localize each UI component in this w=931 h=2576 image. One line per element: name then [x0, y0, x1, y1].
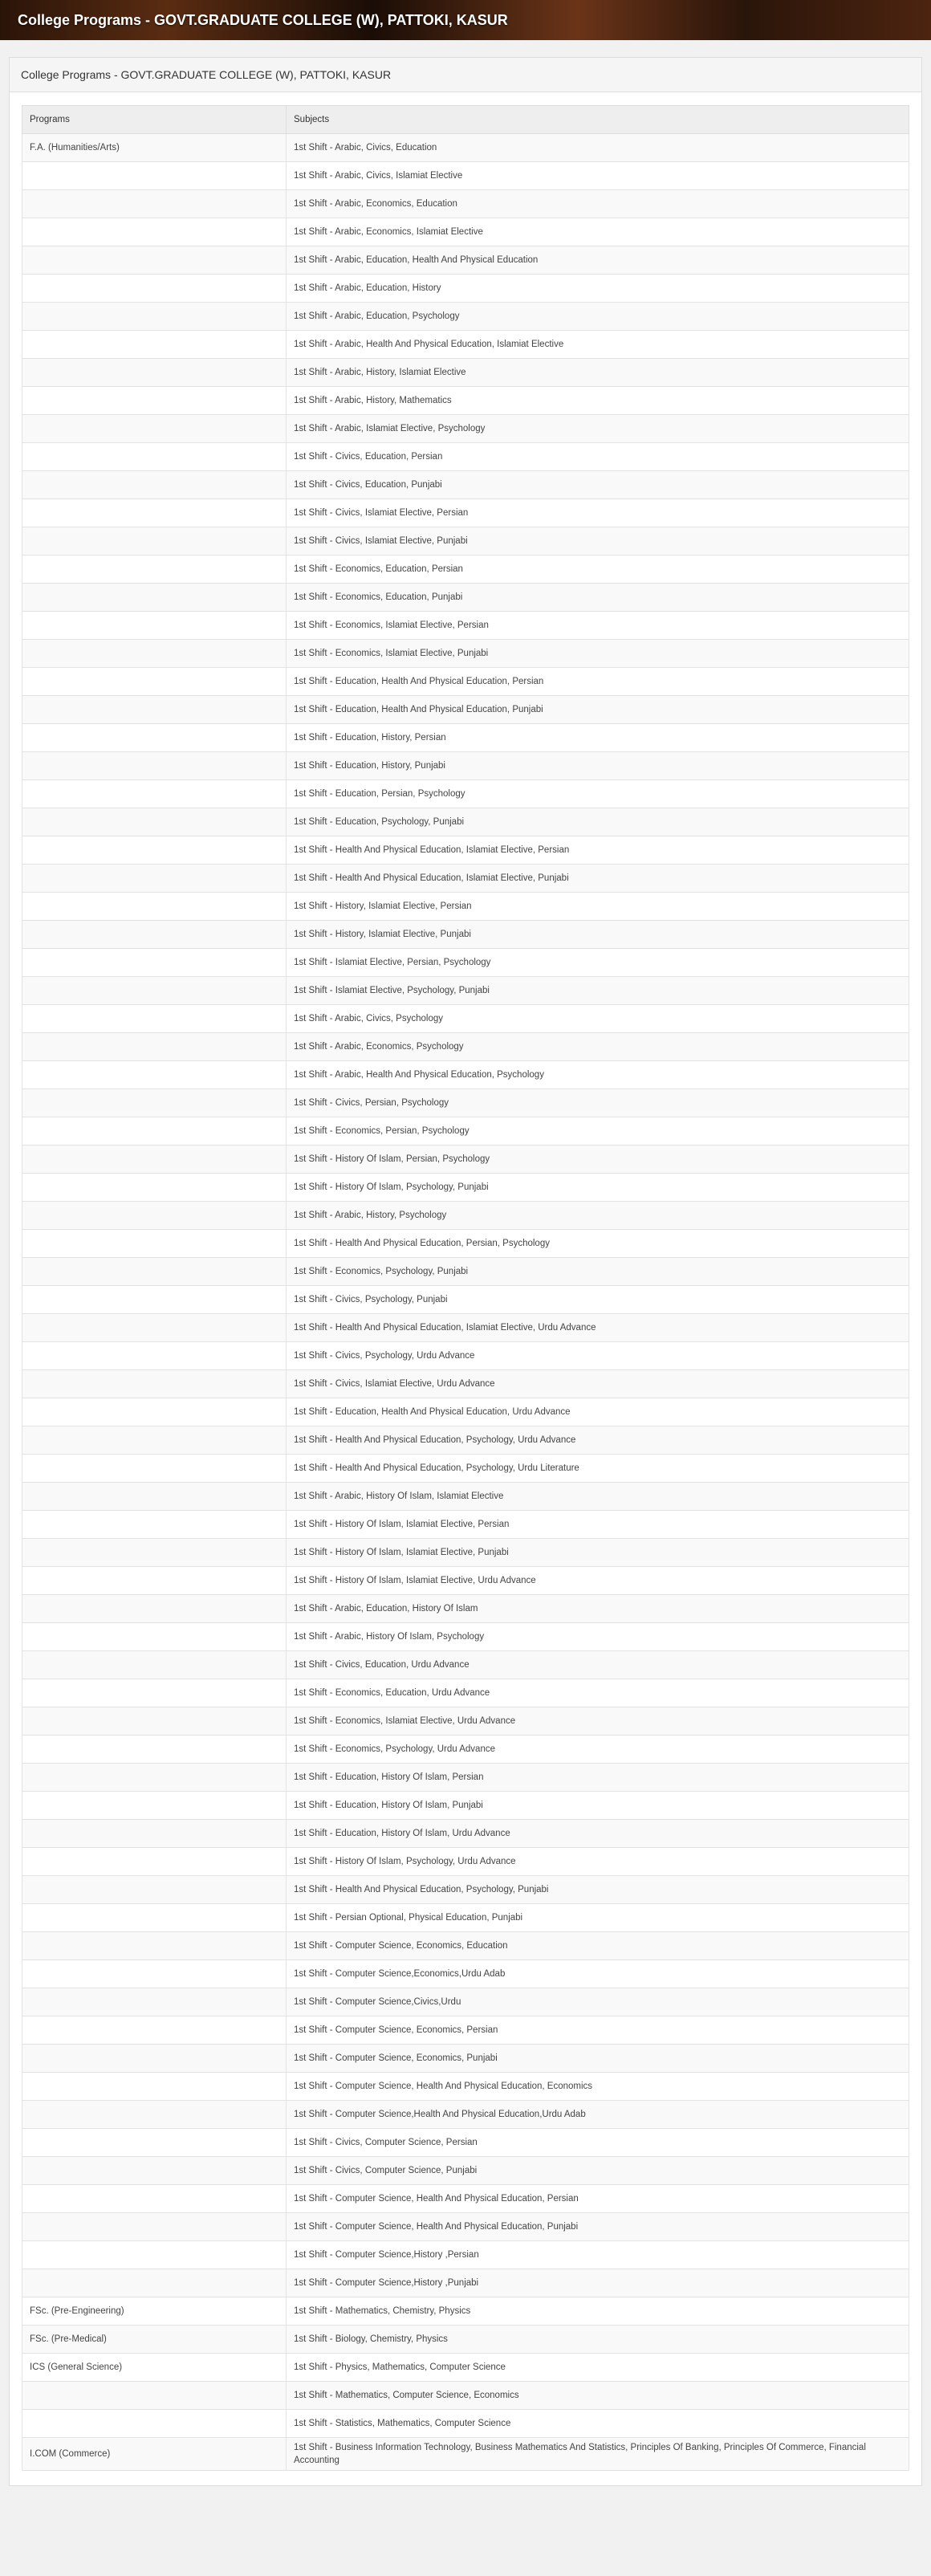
program-cell: [22, 2045, 287, 2073]
table-row: [22, 1736, 909, 1764]
table-row: [22, 2410, 909, 2438]
table-row: [22, 1960, 909, 1988]
page-title: College Programs - GOVT.GRADUATE COLLEGE (W), PATTOKI, KASUR: [18, 11, 508, 28]
program-cell: [22, 977, 287, 1005]
program-cell: [22, 1033, 287, 1061]
program-cell: [22, 359, 287, 387]
subjects-cell: 1st Shift - Education, History Of Islam, Punjabi: [287, 1792, 909, 1820]
table-row: [22, 1651, 909, 1679]
subjects-cell: 1st Shift - Mathematics, Chemistry, Physics: [287, 2297, 909, 2326]
subjects-cell: 1st Shift - Civics, Persian, Psychology: [287, 1089, 909, 1117]
program-cell: [22, 1258, 287, 1286]
table-row: [22, 1174, 909, 1202]
subjects-cell: 1st Shift - Arabic, Civics, Islamiat Elective: [287, 162, 909, 190]
subjects-cell: 1st Shift - Economics, Education, Persian: [287, 555, 909, 584]
subjects-cell: 1st Shift - Arabic, Health And Physical Education, Psychology: [287, 1061, 909, 1089]
table-row: [22, 2185, 909, 2213]
program-cell: [22, 1174, 287, 1202]
subjects-cell: 1st Shift - Arabic, Economics, Psychology: [287, 1033, 909, 1061]
table-row: [22, 752, 909, 780]
table-row: [22, 1089, 909, 1117]
panel-body: [10, 92, 921, 2485]
table-row: [22, 640, 909, 668]
table-row: [22, 527, 909, 555]
table-row: [22, 808, 909, 836]
program-cell: F.A. (Humanities/Arts): [22, 134, 287, 162]
column-header-subjects: Subjects: [287, 106, 909, 134]
program-cell: [22, 1061, 287, 1089]
program-cell: [22, 612, 287, 640]
program-cell: [22, 2073, 287, 2101]
table-row: [22, 780, 909, 808]
program-cell: [22, 949, 287, 977]
program-cell: [22, 1707, 287, 1736]
program-cell: [22, 1932, 287, 1960]
subjects-cell: 1st Shift - Health And Physical Education, Islamiat Elective, Punjabi: [287, 865, 909, 893]
program-cell: [22, 1904, 287, 1932]
table-row: [22, 415, 909, 443]
subjects-cell: 1st Shift - Islamiat Elective, Psychology, Punjabi: [287, 977, 909, 1005]
table-row: [22, 1230, 909, 1258]
program-cell: [22, 921, 287, 949]
program-cell: [22, 668, 287, 696]
table-row: [22, 1258, 909, 1286]
program-cell: [22, 2410, 287, 2438]
programs-panel: [9, 57, 922, 2486]
subjects-cell: 1st Shift - Statistics, Mathematics, Computer Science: [287, 2410, 909, 2438]
table-row: [22, 1117, 909, 1146]
subjects-cell: 1st Shift - Civics, Education, Persian: [287, 443, 909, 471]
subjects-cell: 1st Shift - Civics, Education, Punjabi: [287, 471, 909, 499]
table-row: [22, 499, 909, 527]
program-cell: [22, 1567, 287, 1595]
table-row: [22, 1623, 909, 1651]
program-cell: [22, 1511, 287, 1539]
subjects-cell: 1st Shift - Education, History, Persian: [287, 724, 909, 752]
program-cell: [22, 162, 287, 190]
table-row: [22, 1932, 909, 1960]
program-cell: [22, 527, 287, 555]
subjects-cell: 1st Shift - Health And Physical Education, Psychology, Urdu Advance: [287, 1426, 909, 1455]
program-cell: [22, 1117, 287, 1146]
subjects-cell: 1st Shift - Arabic, History, Islamiat Elective: [287, 359, 909, 387]
table-row: [22, 134, 909, 162]
table-header-row: [22, 106, 909, 134]
table-row: [22, 2157, 909, 2185]
program-cell: [22, 1398, 287, 1426]
subjects-cell: 1st Shift - Computer Science,Health And Physical Education,Urdu Adab: [287, 2101, 909, 2129]
program-cell: [22, 584, 287, 612]
table-row: [22, 2016, 909, 2045]
program-cell: [22, 1483, 287, 1511]
subjects-cell: 1st Shift - Economics, Psychology, Urdu Advance: [287, 1736, 909, 1764]
table-row: [22, 2213, 909, 2241]
subjects-cell: 1st Shift - Civics, Computer Science, Punjabi: [287, 2157, 909, 2185]
subjects-cell: 1st Shift - Computer Science,History ,Punjabi: [287, 2269, 909, 2297]
subjects-cell: 1st Shift - Business Information Technology, Business Mathematics And Statistics, Principles Of Banking, Principles Of Commerce, Financial Accounting: [287, 2438, 909, 2471]
subjects-cell: 1st Shift - Education, Health And Physical Education, Punjabi: [287, 696, 909, 724]
table-row: [22, 1286, 909, 1314]
column-header-programs: Programs: [22, 106, 287, 134]
program-cell: [22, 836, 287, 865]
program-cell: [22, 1089, 287, 1117]
table-row: [22, 1988, 909, 2016]
table-row: [22, 1202, 909, 1230]
table-row: [22, 1370, 909, 1398]
subjects-cell: 1st Shift - Arabic, Civics, Psychology: [287, 1005, 909, 1033]
program-cell: [22, 471, 287, 499]
program-cell: [22, 808, 287, 836]
table-row: [22, 359, 909, 387]
subjects-cell: 1st Shift - History Of Islam, Islamiat Elective, Punjabi: [287, 1539, 909, 1567]
program-cell: [22, 1848, 287, 1876]
program-cell: [22, 2382, 287, 2410]
table-row: [22, 2269, 909, 2297]
program-cell: [22, 780, 287, 808]
table-row: [22, 471, 909, 499]
subjects-cell: 1st Shift - Computer Science,Civics,Urdu: [287, 1988, 909, 2016]
table-row: [22, 1483, 909, 1511]
program-cell: [22, 1455, 287, 1483]
program-cell: [22, 246, 287, 275]
program-cell: [22, 443, 287, 471]
table-row: [22, 2297, 909, 2326]
subjects-cell: 1st Shift - Biology, Chemistry, Physics: [287, 2326, 909, 2354]
subjects-cell: 1st Shift - Education, Health And Physical Education, Persian: [287, 668, 909, 696]
program-cell: [22, 2016, 287, 2045]
subjects-cell: 1st Shift - History Of Islam, Persian, Psychology: [287, 1146, 909, 1174]
subjects-cell: 1st Shift - Health And Physical Education, Psychology, Urdu Literature: [287, 1455, 909, 1483]
subjects-cell: 1st Shift - Arabic, Health And Physical Education, Islamiat Elective: [287, 331, 909, 359]
table-row: [22, 1539, 909, 1567]
program-cell: [22, 2101, 287, 2129]
table-row: [22, 1005, 909, 1033]
subjects-cell: 1st Shift - Physics, Mathematics, Computer Science: [287, 2354, 909, 2382]
table-row: [22, 2101, 909, 2129]
table-row: [22, 1511, 909, 1539]
program-cell: [22, 893, 287, 921]
subjects-cell: 1st Shift - History Of Islam, Psychology, Punjabi: [287, 1174, 909, 1202]
program-cell: [22, 2185, 287, 2213]
table-row: [22, 612, 909, 640]
programs-table: [22, 105, 909, 2471]
subjects-cell: 1st Shift - Health And Physical Education, Islamiat Elective, Persian: [287, 836, 909, 865]
subjects-cell: 1st Shift - Arabic, Education, History Of Islam: [287, 1595, 909, 1623]
subjects-cell: 1st Shift - Arabic, Education, History: [287, 275, 909, 303]
table-row: [22, 2129, 909, 2157]
program-cell: [22, 1146, 287, 1174]
program-cell: [22, 2213, 287, 2241]
program-cell: [22, 1988, 287, 2016]
table-row: [22, 2326, 909, 2354]
program-cell: [22, 752, 287, 780]
subjects-cell: 1st Shift - Arabic, Education, Psychology: [287, 303, 909, 331]
program-cell: [22, 1960, 287, 1988]
program-cell: [22, 1651, 287, 1679]
subjects-cell: 1st Shift - Civics, Psychology, Punjabi: [287, 1286, 909, 1314]
subjects-cell: 1st Shift - Arabic, Civics, Education: [287, 134, 909, 162]
subjects-cell: 1st Shift - Arabic, History Of Islam, Psychology: [287, 1623, 909, 1651]
program-cell: [22, 1426, 287, 1455]
subjects-cell: 1st Shift - Arabic, History, Psychology: [287, 1202, 909, 1230]
table-row: [22, 190, 909, 218]
program-cell: [22, 275, 287, 303]
table-row: [22, 1342, 909, 1370]
subjects-cell: 1st Shift - History, Islamiat Elective, Persian: [287, 893, 909, 921]
subjects-cell: 1st Shift - Persian Optional, Physical Education, Punjabi: [287, 1904, 909, 1932]
table-row: [22, 1061, 909, 1089]
program-cell: [22, 218, 287, 246]
table-row: [22, 949, 909, 977]
subjects-cell: 1st Shift - Education, Psychology, Punjabi: [287, 808, 909, 836]
program-cell: [22, 1342, 287, 1370]
table-row: [22, 668, 909, 696]
program-cell: [22, 1792, 287, 1820]
table-row: [22, 331, 909, 359]
table-row: [22, 1567, 909, 1595]
program-cell: [22, 1230, 287, 1258]
program-cell: [22, 865, 287, 893]
program-cell: [22, 387, 287, 415]
table-row: [22, 1876, 909, 1904]
subjects-cell: 1st Shift - Arabic, Islamiat Elective, Psychology: [287, 415, 909, 443]
table-row: [22, 2241, 909, 2269]
subjects-cell: 1st Shift - Computer Science, Health And Physical Education, Economics: [287, 2073, 909, 2101]
table-row: [22, 162, 909, 190]
subjects-cell: 1st Shift - Arabic, History, Mathematics: [287, 387, 909, 415]
subjects-cell: 1st Shift - Economics, Islamiat Elective, Urdu Advance: [287, 1707, 909, 1736]
subjects-cell: 1st Shift - Civics, Islamiat Elective, Punjabi: [287, 527, 909, 555]
program-cell: [22, 1679, 287, 1707]
table-row: [22, 921, 909, 949]
table-row: [22, 1679, 909, 1707]
program-cell: [22, 2269, 287, 2297]
subjects-cell: 1st Shift - Health And Physical Education, Islamiat Elective, Urdu Advance: [287, 1314, 909, 1342]
program-cell: FSc. (Pre-Engineering): [22, 2297, 287, 2326]
program-cell: [22, 1764, 287, 1792]
subjects-cell: 1st Shift - History Of Islam, Islamiat Elective, Persian: [287, 1511, 909, 1539]
program-cell: [22, 2157, 287, 2185]
top-banner: [0, 0, 931, 40]
subjects-cell: 1st Shift - Arabic, Economics, Islamiat Elective: [287, 218, 909, 246]
subjects-cell: 1st Shift - Arabic, Education, Health And Physical Education: [287, 246, 909, 275]
subjects-cell: 1st Shift - Mathematics, Computer Science, Economics: [287, 2382, 909, 2410]
table-row: [22, 584, 909, 612]
subjects-cell: 1st Shift - Computer Science, Health And Physical Education, Punjabi: [287, 2213, 909, 2241]
program-cell: [22, 1595, 287, 1623]
subjects-cell: 1st Shift - Health And Physical Education, Psychology, Punjabi: [287, 1876, 909, 1904]
subjects-cell: 1st Shift - Education, History, Punjabi: [287, 752, 909, 780]
subjects-cell: 1st Shift - Civics, Islamiat Elective, Persian: [287, 499, 909, 527]
subjects-cell: 1st Shift - Civics, Computer Science, Persian: [287, 2129, 909, 2157]
program-cell: [22, 303, 287, 331]
table-row: [22, 1707, 909, 1736]
program-cell: [22, 1623, 287, 1651]
table-row: [22, 1146, 909, 1174]
table-row: [22, 218, 909, 246]
table-row: [22, 1314, 909, 1342]
table-row: [22, 1595, 909, 1623]
program-cell: [22, 415, 287, 443]
subjects-cell: 1st Shift - Economics, Education, Urdu Advance: [287, 1679, 909, 1707]
subjects-cell: 1st Shift - History Of Islam, Islamiat Elective, Urdu Advance: [287, 1567, 909, 1595]
program-cell: [22, 696, 287, 724]
subjects-cell: 1st Shift - Computer Science, Health And Physical Education, Persian: [287, 2185, 909, 2213]
program-cell: [22, 1314, 287, 1342]
program-cell: [22, 1820, 287, 1848]
table-row: [22, 387, 909, 415]
subjects-cell: 1st Shift - Arabic, Economics, Education: [287, 190, 909, 218]
table-row: [22, 1820, 909, 1848]
table-row: [22, 865, 909, 893]
subjects-cell: 1st Shift - Education, Persian, Psychology: [287, 780, 909, 808]
program-cell: ICS (General Science): [22, 2354, 287, 2382]
table-row: [22, 2354, 909, 2382]
subjects-cell: 1st Shift - Education, History Of Islam, Urdu Advance: [287, 1820, 909, 1848]
subjects-cell: 1st Shift - Civics, Islamiat Elective, Urdu Advance: [287, 1370, 909, 1398]
program-cell: [22, 640, 287, 668]
subjects-cell: 1st Shift - Education, Health And Physical Education, Urdu Advance: [287, 1398, 909, 1426]
table-row: [22, 2438, 909, 2471]
table-row: [22, 977, 909, 1005]
program-cell: [22, 2129, 287, 2157]
subjects-cell: 1st Shift - History, Islamiat Elective, Punjabi: [287, 921, 909, 949]
table-row: [22, 1398, 909, 1426]
table-row: [22, 2073, 909, 2101]
program-cell: [22, 555, 287, 584]
subjects-cell: 1st Shift - Economics, Islamiat Elective, Persian: [287, 612, 909, 640]
subjects-cell: 1st Shift - Computer Science,Economics,Urdu Adab: [287, 1960, 909, 1988]
subjects-cell: 1st Shift - Islamiat Elective, Persian, Psychology: [287, 949, 909, 977]
program-cell: [22, 1736, 287, 1764]
program-cell: [22, 1202, 287, 1230]
program-cell: [22, 331, 287, 359]
subjects-cell: 1st Shift - Computer Science, Economics, Education: [287, 1932, 909, 1960]
table-row: [22, 1792, 909, 1820]
program-cell: [22, 1370, 287, 1398]
program-cell: FSc. (Pre-Medical): [22, 2326, 287, 2354]
program-cell: [22, 724, 287, 752]
program-cell: I.COM (Commerce): [22, 2438, 287, 2471]
subjects-cell: 1st Shift - Computer Science,History ,Persian: [287, 2241, 909, 2269]
table-row: [22, 1033, 909, 1061]
table-row: [22, 303, 909, 331]
program-cell: [22, 1876, 287, 1904]
program-cell: [22, 1286, 287, 1314]
subjects-cell: 1st Shift - Computer Science, Economics, Punjabi: [287, 2045, 909, 2073]
table-row: [22, 696, 909, 724]
table-row: [22, 555, 909, 584]
table-row: [22, 275, 909, 303]
table-row: [22, 1764, 909, 1792]
table-row: [22, 2382, 909, 2410]
subjects-cell: 1st Shift - Economics, Education, Punjabi: [287, 584, 909, 612]
table-row: [22, 893, 909, 921]
table-body: [22, 134, 909, 2471]
table-row: [22, 724, 909, 752]
subjects-cell: 1st Shift - Arabic, History Of Islam, Islamiat Elective: [287, 1483, 909, 1511]
subjects-cell: 1st Shift - History Of Islam, Psychology, Urdu Advance: [287, 1848, 909, 1876]
table-row: [22, 836, 909, 865]
table-row: [22, 2045, 909, 2073]
table-row: [22, 1904, 909, 1932]
panel-title: College Programs - GOVT.GRADUATE COLLEGE (W), PATTOKI, KASUR: [10, 58, 921, 92]
subjects-cell: 1st Shift - Civics, Education, Urdu Advance: [287, 1651, 909, 1679]
program-cell: [22, 1005, 287, 1033]
subjects-cell: 1st Shift - Computer Science, Economics, Persian: [287, 2016, 909, 2045]
table-row: [22, 1455, 909, 1483]
table-row: [22, 1848, 909, 1876]
program-cell: [22, 190, 287, 218]
program-cell: [22, 499, 287, 527]
program-cell: [22, 2241, 287, 2269]
program-cell: [22, 1539, 287, 1567]
subjects-cell: 1st Shift - Economics, Psychology, Punjabi: [287, 1258, 909, 1286]
subjects-cell: 1st Shift - Health And Physical Education, Persian, Psychology: [287, 1230, 909, 1258]
table-row: [22, 1426, 909, 1455]
subjects-cell: 1st Shift - Economics, Islamiat Elective, Punjabi: [287, 640, 909, 668]
table-row: [22, 443, 909, 471]
subjects-cell: 1st Shift - Education, History Of Islam, Persian: [287, 1764, 909, 1792]
table-row: [22, 246, 909, 275]
subjects-cell: 1st Shift - Civics, Psychology, Urdu Advance: [287, 1342, 909, 1370]
subjects-cell: 1st Shift - Economics, Persian, Psychology: [287, 1117, 909, 1146]
